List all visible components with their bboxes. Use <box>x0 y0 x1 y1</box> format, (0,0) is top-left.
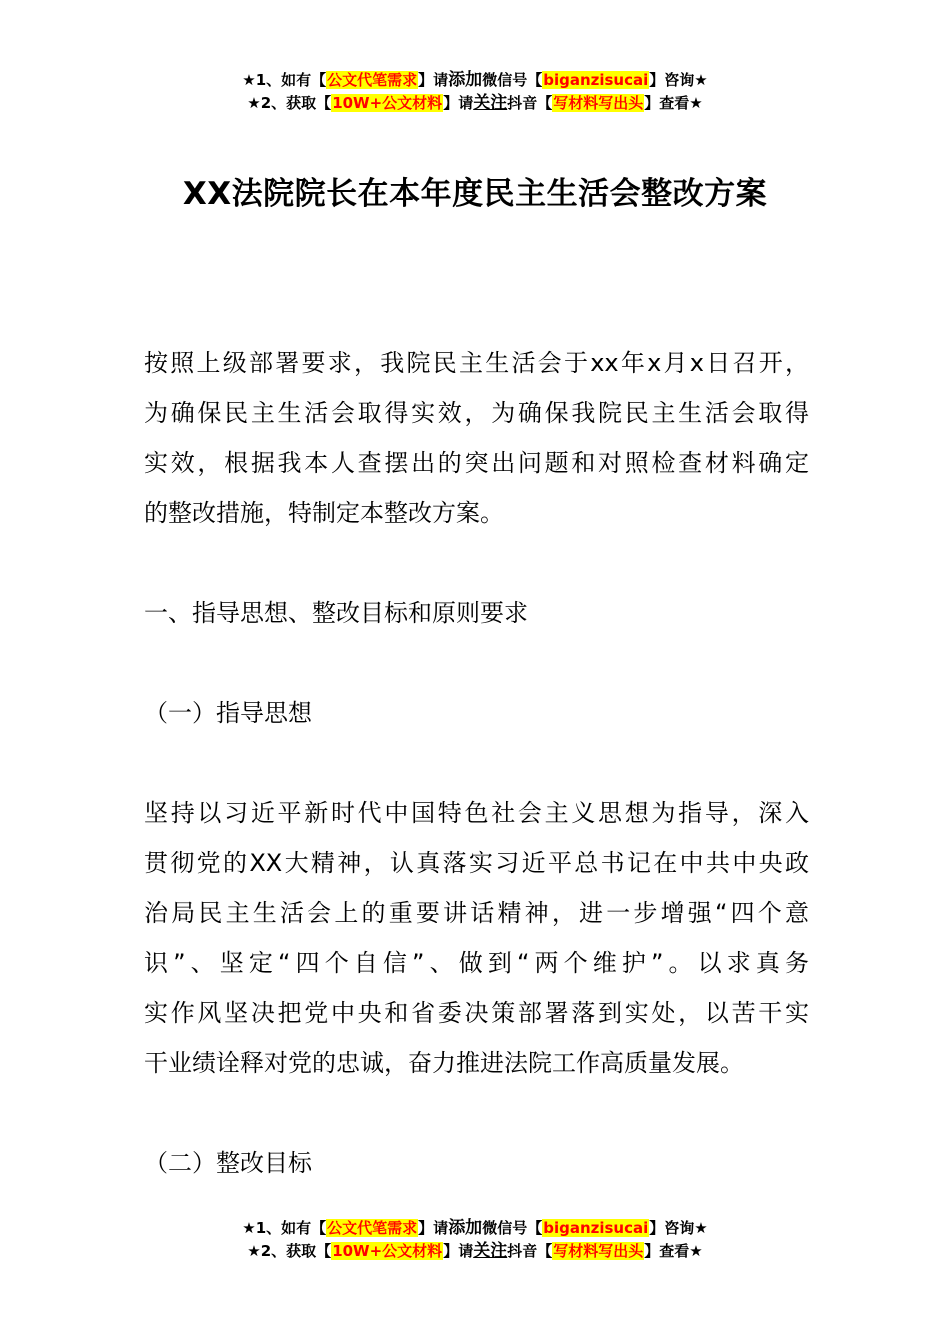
banner-line-2 <box>0 1240 950 1263</box>
banner-text: 】请 <box>418 71 449 89</box>
banner-text: ★1、如有【 <box>242 71 327 89</box>
banner-emphasis: 添加 <box>448 1218 483 1238</box>
banner-text: ★2、获取【 <box>247 94 332 112</box>
text-line: 治局民主生活会上的重要讲话精神，进一步增强“四个意 <box>144 899 809 927</box>
banner-highlight: biganzisucai <box>543 71 649 89</box>
banner-text: 】查看★ <box>644 1242 703 1260</box>
banner-text: 微信号【 <box>482 71 543 89</box>
banner-text: 】咨询★ <box>649 1219 708 1237</box>
text-line: 实效，根据我本人查摆出的突出问题和对照检查材料确定 <box>144 449 809 477</box>
text-line: 按照上级部署要求，我院民主生活会于xx年x月x日召开， <box>144 349 809 377</box>
banner-highlight: 公文代笔需求 <box>327 71 418 89</box>
banner-emphasis: 添加 <box>448 70 483 90</box>
banner-text: 】请 <box>418 1219 449 1237</box>
footer-banner <box>0 1217 950 1263</box>
text-line: 贯彻党的XX大精神，认真落实习近平总书记在中共中央政 <box>144 849 809 877</box>
header-banner <box>0 69 950 115</box>
banner-text: 】咨询★ <box>649 71 708 89</box>
banner-line-1 <box>0 1217 950 1240</box>
banner-highlight: 10W+公文材料 <box>332 94 443 112</box>
banner-text: ★1、如有【 <box>242 1219 327 1237</box>
banner-text: 】请 <box>443 94 474 112</box>
text-line: 坚持以习近平新时代中国特色社会主义思想为指导，深入 <box>144 799 809 827</box>
banner-text: 】请 <box>443 1242 474 1260</box>
text-line: 识”、坚定“四个自信”、做到“两个维护”。以求真务 <box>144 949 809 977</box>
text-line: 为确保民主生活会取得实效，为确保我院民主生活会取得 <box>144 399 809 427</box>
banner-text: 】查看★ <box>644 94 703 112</box>
banner-highlight: 写材料写出头 <box>553 1242 644 1260</box>
section-heading: 一、指导思想、整改目标和原则要求 <box>144 599 528 627</box>
banner-text: ★2、获取【 <box>247 1242 332 1260</box>
banner-highlight: 写材料写出头 <box>553 94 644 112</box>
text-line: 干业绩诠释对党的忠诚，奋力推进法院工作高质量发展。 <box>144 1049 744 1077</box>
guiding-paragraph <box>144 788 809 1088</box>
subsection-heading: （一）指导思想 <box>144 699 312 727</box>
document-title: XX法院院长在本年度民主生活会整改方案 <box>182 175 768 212</box>
banner-highlight: 公文代笔需求 <box>327 1219 418 1237</box>
banner-emphasis: 关注 <box>473 93 508 113</box>
banner-line-1 <box>0 69 950 92</box>
banner-text: 抖音【 <box>507 1242 553 1260</box>
banner-line-2 <box>0 92 950 115</box>
text-line: 的整改措施，特制定本整改方案。 <box>144 499 504 527</box>
banner-highlight: 10W+公文材料 <box>332 1242 443 1260</box>
document-body <box>144 338 809 1188</box>
banner-emphasis: 关注 <box>473 1241 508 1261</box>
intro-paragraph <box>144 338 809 538</box>
banner-text: 微信号【 <box>482 1219 543 1237</box>
banner-highlight: biganzisucai <box>543 1219 649 1237</box>
text-line: 实作风坚决把党中央和省委决策部署落到实处，以苦干实 <box>144 999 809 1027</box>
subsection-heading: （二）整改目标 <box>144 1149 312 1177</box>
banner-text: 抖音【 <box>507 94 553 112</box>
